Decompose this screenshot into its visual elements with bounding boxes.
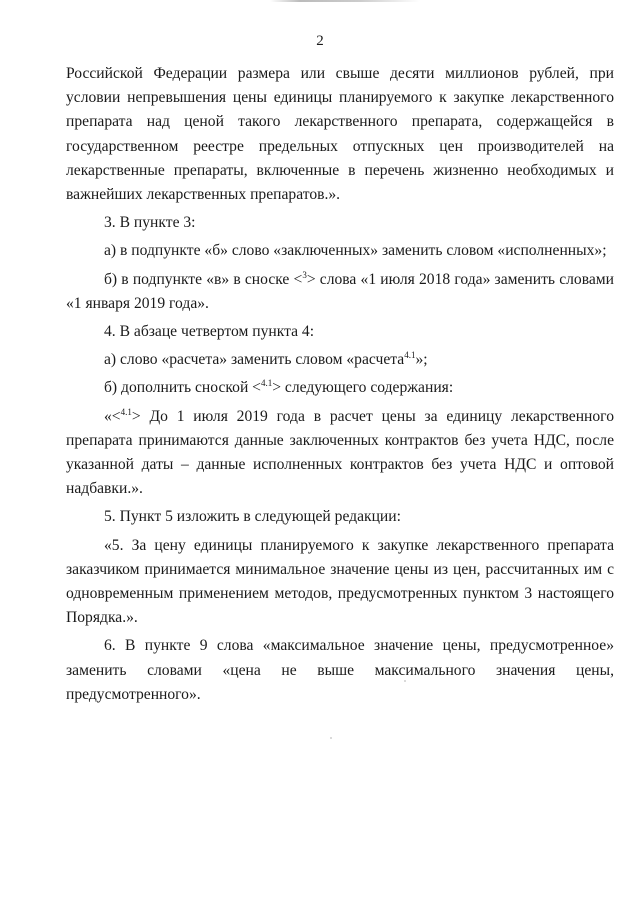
document-body xyxy=(66,62,614,707)
paragraph-item-4b xyxy=(66,376,614,400)
scan-artifact xyxy=(270,0,420,2)
text-segment: »; xyxy=(415,351,428,369)
footnote-ref: 4.1 xyxy=(260,378,273,389)
footnote-ref: 3 xyxy=(302,269,307,280)
text-segment: б) в подпункте «в» в сноске < xyxy=(104,270,303,288)
scan-speck xyxy=(330,737,332,739)
paragraph-item-3: 3. В пункте 3: xyxy=(104,214,196,232)
paragraph-item-5: 5. Пункт 5 изложить в следующей редакции: xyxy=(104,508,401,526)
paragraph-item-5-text: «5. За цену единицы планируемого к закупке лекарственного препарата заказчиком принимается минимальное значение цены из цен, рассчитанных им с одновременным применением методов, предусмотренных пунктом 3 настоящего Порядка.». xyxy=(66,536,614,627)
page-number: 2 xyxy=(316,33,324,49)
text-segment: б) дополнить сноской < xyxy=(104,379,261,397)
text-segment: а) слово «расчета» заменить словом «расчета xyxy=(104,351,405,369)
paragraph-item-3b xyxy=(66,268,614,316)
paragraph-item-4: 4. В абзаце четвертом пункта 4: xyxy=(104,323,315,341)
footnote-ref: 4.1 xyxy=(404,350,416,361)
scan-speck xyxy=(404,680,406,682)
paragraph-item-4a xyxy=(66,348,614,372)
paragraph-continuation: Российской Федерации размера или свыше десяти миллионов рублей, при условии непревышения цены единицы планируемого к закупке лекарственного препарата над ценой такого лекарственного препарата, содержащейся в государственном реестре предельных отпускных цен производителей на лекарственные препараты, включенные в перечень жизненно необходимых и важнейших лекарственных препаратов.». xyxy=(66,65,614,204)
text-segment: > следующего содержания: xyxy=(272,379,454,397)
text-segment: «< xyxy=(104,407,121,425)
paragraph-item-6: 6. В пункте 9 слова «максимальное значение цены, предусмотренное» заменить словами «цена не выше максимального значения цены, предусмотренного». xyxy=(66,637,614,703)
paragraph-item-3a: а) в подпункте «б» слово «заключенных» заменить словом «исполненных»; xyxy=(104,242,607,260)
footnote-ref: 4.1 xyxy=(120,406,132,417)
text-segment: > слова «1 июля 2018 года» заменить словами «1 января 2019 года». xyxy=(66,270,614,312)
text-segment: > До 1 июля 2019 года в расчет цены за единицу лекарственного препарата принимаются данные заключенных контрактов без учета НДС, после указанной даты – данные исполненных контрактов без учета НДС и оптовой надбавки.». xyxy=(66,407,614,498)
paragraph-footnote-text xyxy=(66,405,614,502)
